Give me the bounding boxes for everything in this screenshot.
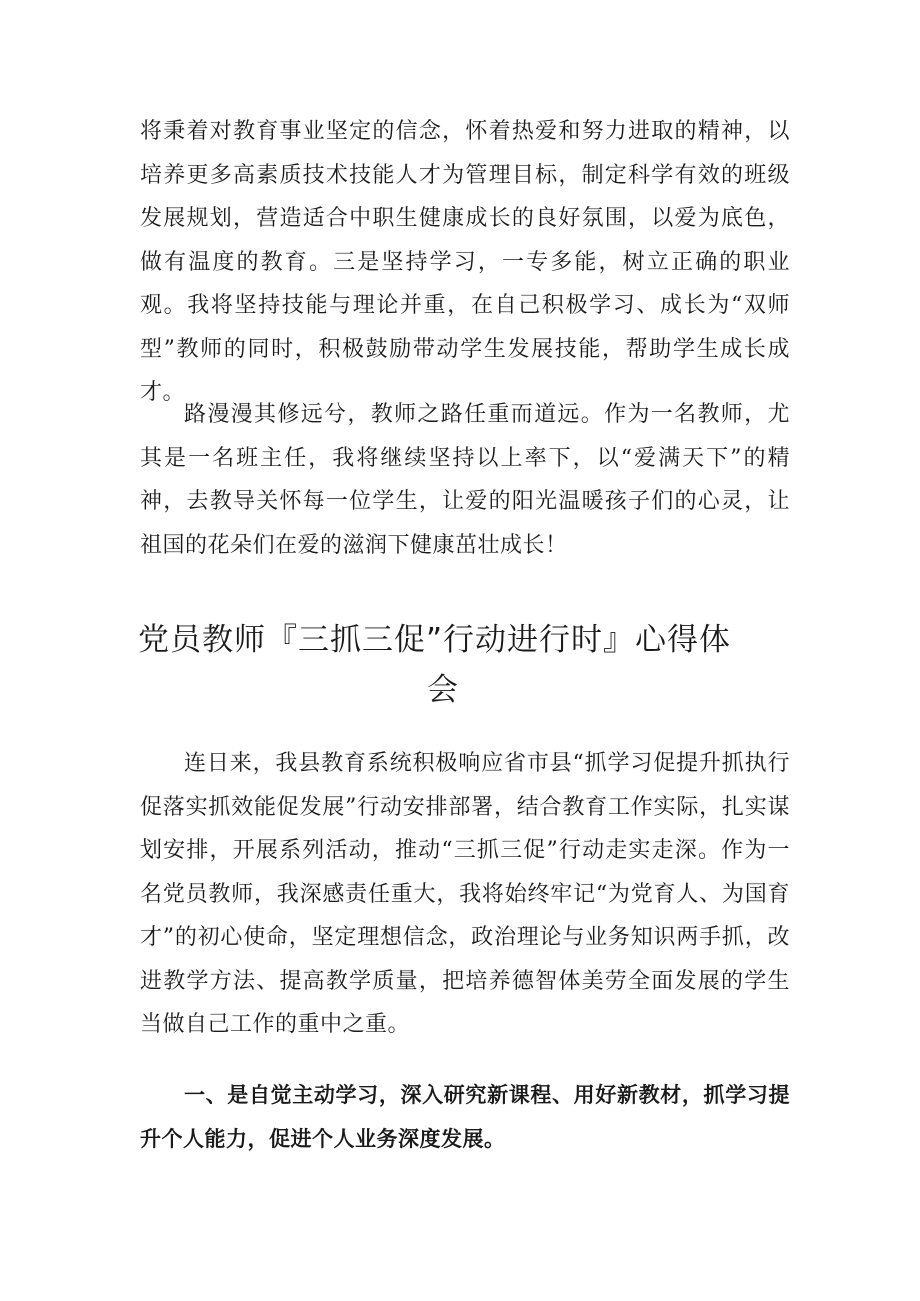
body-paragraph: 路漫漫其修远兮，教师之路任重而道远。作为一名教师，尤其是一名班主任，我将继续坚持以上率下，以“爱满天下”的精神，去教导关怀每一位学生，让爱的阳光温暖孩子们的心灵，让祖国的花朵们在爱的滋润下健康茁壮成长！ [140,402,790,558]
section-heading [138,615,798,715]
body-paragraph: 连日来，我县教育系统积极响应省市县“抓学习促提升抓执行促落实抓效能促发展”行动安排部署，结合教育工作实际，扎实谋划安排，开展系列活动，推动“三抓三促”行动走实走深。作为一名党员教师，我深感责任重大，我将始终牢记“为党育人、为国育才”的初心使命，坚定理想信念，政治理论与业务知识两手抓，改进教学方法、提高教学质量，把培养德智体美劳全面发展的学生当做自己工作的重中之重。 [140,751,790,1037]
bold-subheading-paragraph: 一、是自觉主动学习，深入研究新课程、用好新教材，抓学习提升个人能力，促进个人业务深度发展。 [140,1083,790,1151]
body-paragraph: 将秉着对教育事业坚定的信念，怀着热爱和努力进取的精神，以培养更多高素质技术技能人才为管理目标，制定科学有效的班级发展规划，营造适合中职生健康成长的良好氛围，以爱为底色，做有温度的教育。三是坚持学习，一专多能，树立正确的职业观。我将坚持技能与理论并重，在自己积极学习、成长为“双师型”教师的同时，积极鼓励带动学生发展技能，帮助学生成长成才。 [140,119,790,405]
heading-line-2: 会 [427,672,459,708]
heading-line-1: 党员教师『三抓三促”行动进行时』心得体 [138,622,732,658]
